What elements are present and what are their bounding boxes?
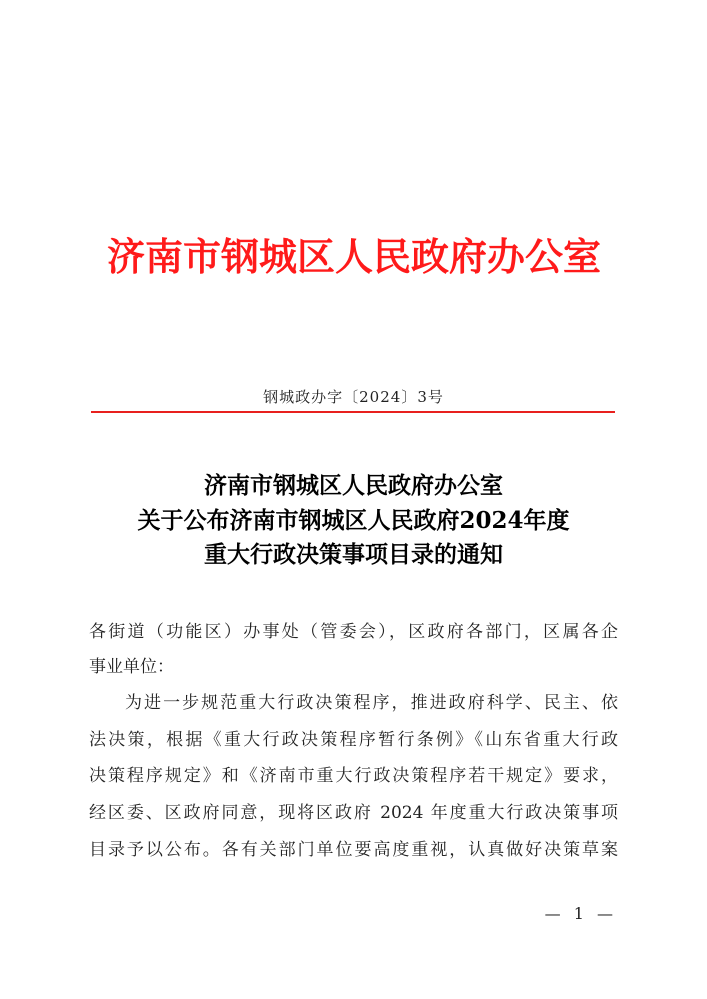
document-title-line-1: 济南市钢城区人民政府办公室 — [204, 472, 503, 499]
addressee-line-2: 事业单位： — [89, 657, 174, 677]
addressee-line-1: 各街道（功能区）办事处（管委会），区政府各部门，区属各企 — [89, 622, 618, 642]
body-line-3: 决策程序规定》和《济南市重大行政决策程序若干规定》要求， — [89, 766, 618, 786]
body-line-2: 法决策，根据《重大行政决策程序暂行条例》《山东省重大行政 — [89, 730, 618, 750]
document-number: 钢城政办字〔2024〕3号 — [263, 388, 444, 406]
body-line-1: 为进一步规范重大行政决策程序，推进政府科学、民主、依 — [125, 693, 618, 713]
document-title-line-2: 关于公布济南市钢城区人民政府2024年度 — [137, 507, 570, 534]
page-number: — 1 — — [544, 904, 617, 923]
red-divider-line — [91, 411, 615, 413]
body-line-5: 目录予以公布。各有关部门单位要高度重视，认真做好决策草案 — [89, 840, 618, 860]
body-line-4: 经区委、区政府同意，现将区政府 2024 年度重大行政决策事项 — [89, 803, 618, 823]
document-title-line-3: 重大行政决策事项目录的通知 — [204, 541, 503, 568]
issuing-authority-header: 济南市钢城区人民政府办公室 — [106, 235, 601, 279]
